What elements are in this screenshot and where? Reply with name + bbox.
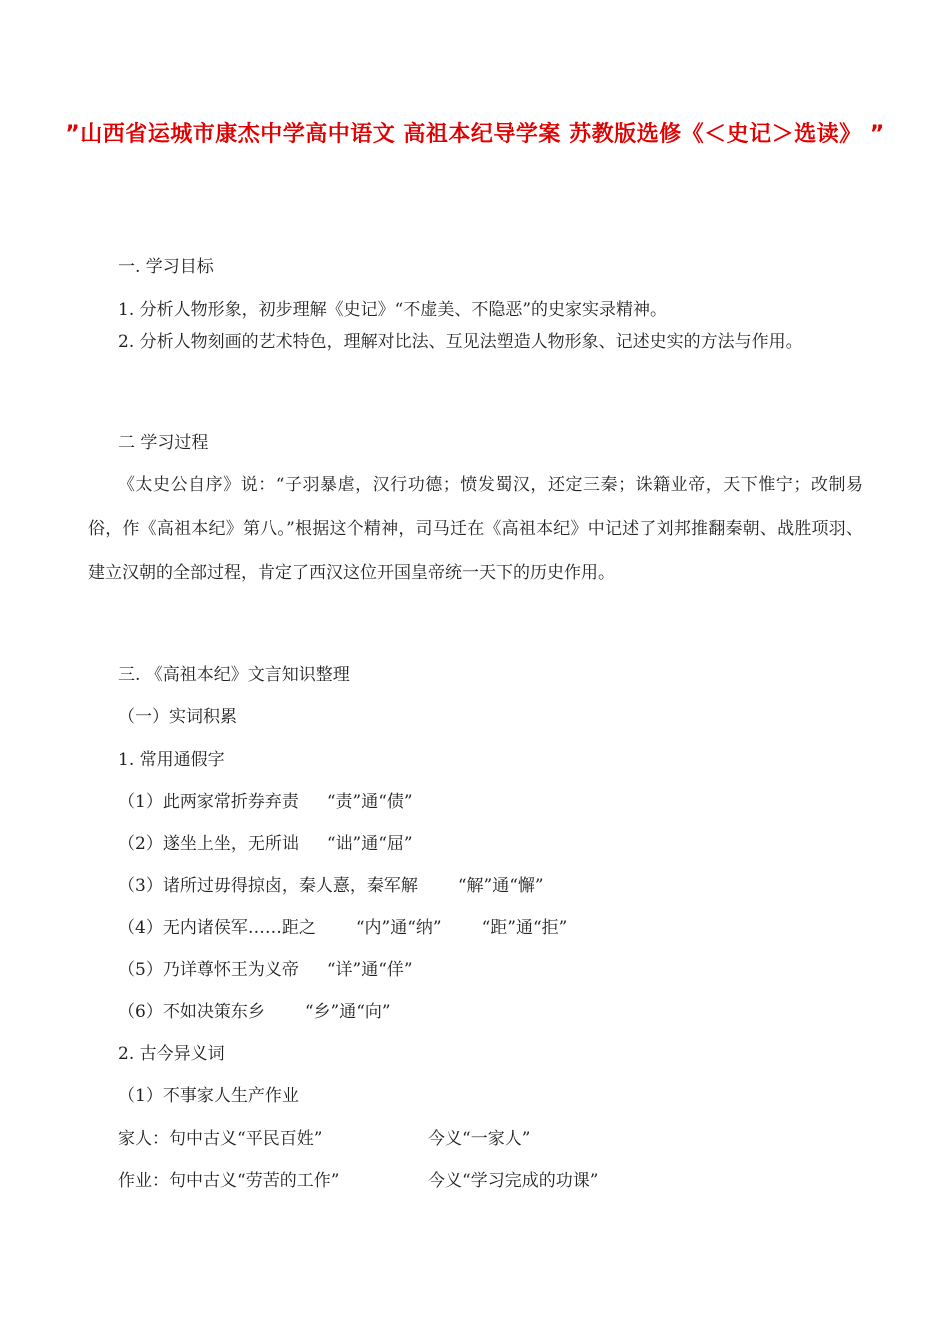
tongjia-item [118,918,567,938]
subheading-shici: （一）实词积累 [118,707,237,727]
subheading-gujin: 2. 古今异义词 [118,1044,225,1064]
tongjia-item [118,876,544,896]
tongjia-item [118,960,413,980]
tongjia-sentence: （2）遂坐上坐，无所诎 [118,834,299,854]
gujin-modern: 今义“学习完成的功课” [428,1171,599,1191]
gujin-row [118,1129,530,1149]
process-paragraph: 《太史公自序》说：“子羽暴虐，汉行功德；愤发蜀汉，还定三秦；诛籍业帝，天下惟宁；改制易俗，作《高祖本纪》第八。”根据这个精神，司马迁在《高祖本纪》中记述了刘邦推翻秦朝、战胜项羽、建立汉朝的全部过程，肯定了西汉这位开国皇帝统一天下的历史作用。 [88,475,863,583]
tongjia-note: “诎”通“屈” [326,834,413,854]
gujin-ancient: 家人：句中古义“平民百姓” [118,1129,323,1149]
tongjia-note: “责”通“债” [326,792,413,812]
tongjia-sentence: （1）此两家常折券弃责 [118,792,299,812]
tongjia-note: “详”通“佯” [326,960,413,980]
page-title: ”山西省运城市康杰中学高中语文 高祖本纪导学案 苏教版选修《＜史记＞选读》 ” [65,122,885,147]
tongjia-sentence: （4）无内诸侯军……距之 [118,918,316,938]
goal-item-1: 1. 分析人物形象，初步理解《史记》“不虚美、不隐恶”的史家实录精神。 [118,300,668,320]
tongjia-note: “内”通“纳” [355,918,442,938]
gujin-modern: 今义“一家人” [428,1129,531,1149]
gujin-sentence: （1）不事家人生产作业 [118,1086,299,1106]
section-heading-goals: 一. 学习目标 [118,257,214,277]
gujin-ancient: 作业：句中古义“劳苦的工作” [118,1171,340,1191]
tongjia-item [118,834,413,854]
subheading-tongjia: 1. 常用通假字 [118,750,225,770]
tongjia-sentence: （3）诸所过毋得掠卤，秦人憙，秦军解 [118,876,418,896]
tongjia-sentence: （5）乃详尊怀王为义帝 [118,960,299,980]
section-heading-knowledge: 三. 《高祖本纪》文言知识整理 [118,665,350,685]
tongjia-note: “乡”通“向” [304,1002,391,1022]
tongjia-item [118,792,413,812]
gujin-row [118,1171,598,1191]
tongjia-item [118,1002,391,1022]
tongjia-note: “解”通“懈” [457,876,544,896]
section-heading-process: 二 学习过程 [118,433,209,453]
tongjia-note-2: “距”通“拒” [481,918,568,938]
goal-item-2: 2. 分析人物刻画的艺术特色，理解对比法、互见法塑造人物形象、记述史实的方法与作用。 [118,332,803,352]
tongjia-sentence: （6）不如决策东乡 [118,1002,265,1022]
